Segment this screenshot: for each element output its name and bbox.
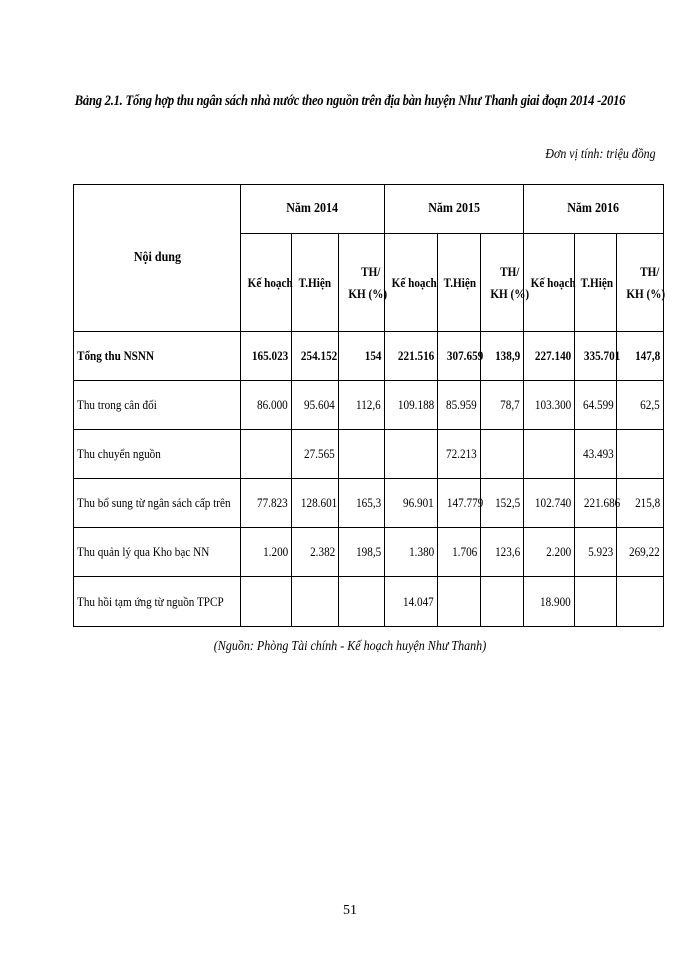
plan-header: Kế hoạch [385, 234, 438, 332]
row-label: Thu trong cân đối [74, 381, 241, 430]
row-label: Thu hồi tạm ứng từ nguồn TPCP [74, 577, 241, 627]
ratio-header: TH/ KH (%) [339, 234, 385, 332]
table-cell: 215,8 [617, 479, 664, 528]
table-cell: 109.188 [385, 381, 438, 430]
actual-header: T.Hiện [575, 234, 617, 332]
table-row-total-revenue [74, 332, 664, 381]
table-title: Bảng 2.1. Tổng hợp thu ngân sách nhà nước theo nguồn trên địa bàn huyện Như Thanh giai đoạn 2014 -2016 [74, 93, 626, 109]
table-cell: 102.740 [524, 479, 575, 528]
ratio-header: TH/ KH (%) [617, 234, 664, 332]
table-cell: 85.959 [438, 381, 481, 430]
table-cell: 1.200 [241, 528, 292, 577]
table-row-balanced-revenue [74, 381, 664, 430]
unit-note: Đơn vị tính: triệu đồng [545, 147, 656, 162]
plan-header: Kế hoạch [241, 234, 292, 332]
table-cell: 72.213 [438, 430, 481, 479]
actual-header: T.Hiện [438, 234, 481, 332]
table-cell: 165,3 [339, 479, 385, 528]
table-cell: 78,7 [481, 381, 524, 430]
table-cell: 123,6 [481, 528, 524, 577]
table-row-carryover-revenue [74, 430, 664, 479]
table-cell: 95.604 [292, 381, 339, 430]
table-cell [524, 430, 575, 479]
table-cell [575, 577, 617, 627]
year-header-2016: Năm 2016 [524, 185, 664, 234]
plan-header: Kế hoạch [524, 234, 575, 332]
table-cell [241, 430, 292, 479]
content-header: Nội dung [74, 185, 241, 332]
table-cell: 112,6 [339, 381, 385, 430]
table-cell: 152,5 [481, 479, 524, 528]
table-cell [438, 577, 481, 627]
ratio-header: TH/ KH (%) [481, 234, 524, 332]
table-cell: 2.200 [524, 528, 575, 577]
table-cell: 335.701 [575, 332, 617, 381]
table-cell: 198,5 [339, 528, 385, 577]
table-cell: 147,8 [617, 332, 664, 381]
table-cell: 1.706 [438, 528, 481, 577]
table-cell [481, 577, 524, 627]
table-cell: 154 [339, 332, 385, 381]
year-header-2015: Năm 2015 [385, 185, 524, 234]
table-cell [617, 430, 664, 479]
table-cell [339, 577, 385, 627]
table-cell [481, 430, 524, 479]
table-cell [617, 577, 664, 627]
budget-revenue-table [73, 184, 664, 627]
table-cell: 27.565 [292, 430, 339, 479]
table-cell: 2.382 [292, 528, 339, 577]
table-cell: 77.823 [241, 479, 292, 528]
table-cell: 14.047 [385, 577, 438, 627]
table-cell: 18.900 [524, 577, 575, 627]
table-cell: 103.300 [524, 381, 575, 430]
table-cell: 5.923 [575, 528, 617, 577]
table-cell: 128.601 [292, 479, 339, 528]
table-cell: 165.023 [241, 332, 292, 381]
table-row-advance-recovery [74, 577, 664, 627]
row-label: Tổng thu NSNN [74, 332, 241, 381]
page-number: 51 [343, 903, 357, 918]
table-cell [241, 577, 292, 627]
actual-header: T.Hiện [292, 234, 339, 332]
table-cell: 147.779 [438, 479, 481, 528]
table-cell [385, 430, 438, 479]
table-cell: 221.686 [575, 479, 617, 528]
table-cell: 62,5 [617, 381, 664, 430]
table-cell: 138,9 [481, 332, 524, 381]
table-cell [292, 577, 339, 627]
table-cell: 269,22 [617, 528, 664, 577]
table-cell: 1.380 [385, 528, 438, 577]
row-label: Thu bổ sung từ ngân sách cấp trên [74, 479, 241, 528]
table-cell: 64.599 [575, 381, 617, 430]
table-cell: 221.516 [385, 332, 438, 381]
table-cell: 254.152 [292, 332, 339, 381]
row-label: Thu quản lý qua Kho bạc NN [74, 528, 241, 577]
source-note: (Nguồn: Phòng Tài chính - Kế hoạch huyện Như Thanh) [213, 639, 487, 654]
table-cell: 227.140 [524, 332, 575, 381]
table-cell [339, 430, 385, 479]
table-cell: 307.659 [438, 332, 481, 381]
table-cell: 86.000 [241, 381, 292, 430]
year-header-2014: Năm 2014 [241, 185, 385, 234]
table-cell: 96.901 [385, 479, 438, 528]
row-label: Thu chuyển nguồn [74, 430, 241, 479]
table-row-treasury-revenue [74, 528, 664, 577]
table-row-supplementary-revenue [74, 479, 664, 528]
table-cell: 43.493 [575, 430, 617, 479]
